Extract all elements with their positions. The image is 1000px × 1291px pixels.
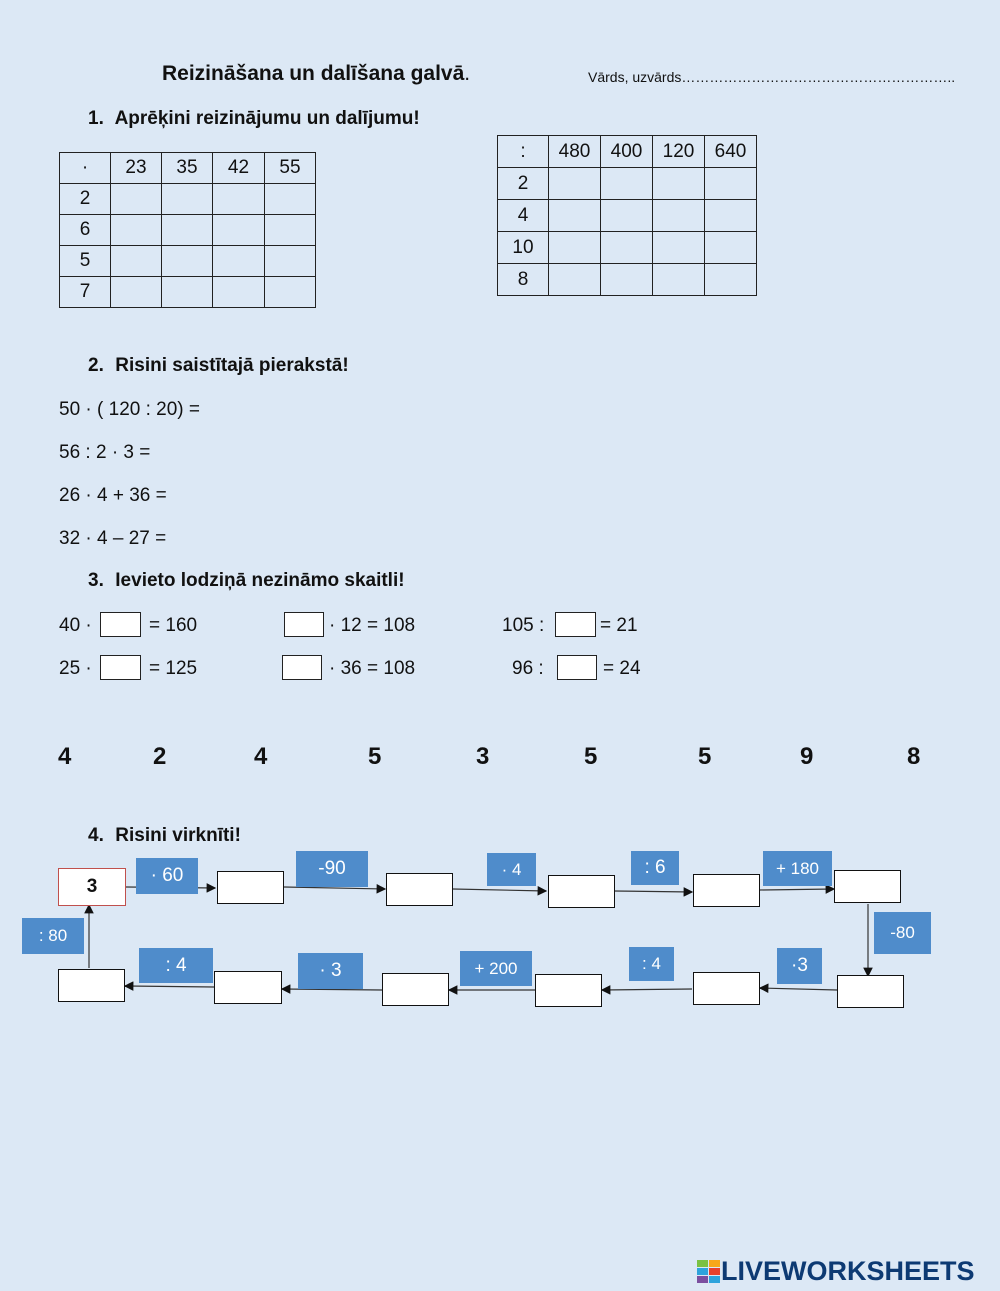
sequence-number: 9 (800, 743, 814, 770)
sequence-number: 3 (476, 743, 490, 770)
row-header: 10 (498, 232, 549, 264)
sequence-number: 5 (368, 743, 382, 770)
logo-icon (697, 1259, 721, 1285)
column-header: 120 (653, 136, 705, 168)
section-1-heading: 1. Aprēķini reizinājumu un dalījumu! (88, 108, 420, 129)
chain-answer-box[interactable] (693, 874, 760, 907)
equation-left-text: 25 · (59, 658, 92, 679)
operation-label: · 60 (136, 858, 198, 894)
operation-label: : 4 (139, 948, 213, 983)
operation-label: ·3 (777, 948, 822, 984)
operation-label: -90 (296, 851, 368, 887)
chain-answer-box[interactable] (382, 973, 449, 1006)
equation-left-text: 96 : (512, 658, 544, 679)
column-header: 42 (213, 153, 265, 184)
section-2-heading: 2. Risini saistītajā pierakstā! (88, 355, 349, 376)
operation-label: + 200 (460, 951, 532, 986)
column-header: 55 (265, 153, 316, 184)
equation-right-text: = 160 (149, 615, 198, 636)
chain-answer-box[interactable] (58, 969, 125, 1002)
equation-left-text: 105 : (502, 615, 545, 636)
column-header: 480 (549, 136, 601, 168)
expression: 32 · 4 – 27 = (59, 528, 167, 549)
logo-text: LIVEWORKSHEETS (721, 1256, 975, 1286)
operation-label: : 4 (629, 947, 674, 981)
sequence-number: 4 (254, 743, 268, 770)
name-field-label: Vārds, uzvārds………………………………………………….. (588, 69, 956, 85)
column-header: 400 (601, 136, 653, 168)
row-header: 4 (498, 200, 549, 232)
equation-right-text: · 36 = 108 (329, 658, 416, 679)
liveworksheets-logo (697, 1256, 975, 1287)
expression: 50 · ( 120 : 20) = (59, 399, 200, 420)
row-header: 7 (60, 277, 111, 308)
operation-label: : 80 (22, 918, 84, 954)
column-header: 23 (111, 153, 162, 184)
row-header: 2 (498, 168, 549, 200)
chain-answer-box[interactable] (214, 971, 282, 1004)
row-header: 5 (60, 246, 111, 277)
sequence-number: 5 (698, 743, 712, 770)
sequence-number: 4 (58, 743, 72, 770)
equation-right-text: = 125 (149, 658, 198, 679)
section-3-heading: 3. Ievieto lodziņā nezināmo skaitli! (88, 570, 405, 591)
sequence-number: 5 (584, 743, 598, 770)
equation-right-text: · 12 = 108 (329, 615, 416, 636)
row-header: 8 (498, 264, 549, 296)
chain-answer-box[interactable] (386, 873, 453, 906)
equation-left-text: 40 · (59, 615, 92, 636)
sequence-number: 2 (153, 743, 167, 770)
worksheet-title: Reizināšana un dalīšana galvā. (162, 62, 471, 85)
row-header: 6 (60, 215, 111, 246)
chain-answer-box[interactable] (548, 875, 615, 908)
column-header: 35 (162, 153, 213, 184)
start-value-box: 3 (58, 868, 126, 906)
equation-right-text: = 24 (603, 658, 641, 679)
chain-answer-box[interactable] (693, 972, 760, 1005)
column-header: 640 (705, 136, 757, 168)
table-corner: · (60, 153, 111, 184)
expression: 26 · 4 + 36 = (59, 485, 167, 506)
operation-label: : 6 (631, 851, 679, 885)
table-corner: : (498, 136, 549, 168)
operation-label: + 180 (763, 851, 832, 886)
chain-answer-box[interactable] (837, 975, 904, 1008)
chain-answer-box[interactable] (834, 870, 901, 903)
sequence-number: 8 (907, 743, 921, 770)
equation-right-text: = 21 (600, 615, 638, 636)
section-4-heading: 4. Risini virknīti! (88, 825, 241, 846)
operation-label: · 3 (298, 953, 363, 989)
expression: 56 : 2 · 3 = (59, 442, 151, 463)
row-header: 2 (60, 184, 111, 215)
chain-answer-box[interactable] (217, 871, 284, 904)
chain-answer-box[interactable] (535, 974, 602, 1007)
operation-label: -80 (874, 912, 931, 954)
operation-label: · 4 (487, 853, 536, 886)
